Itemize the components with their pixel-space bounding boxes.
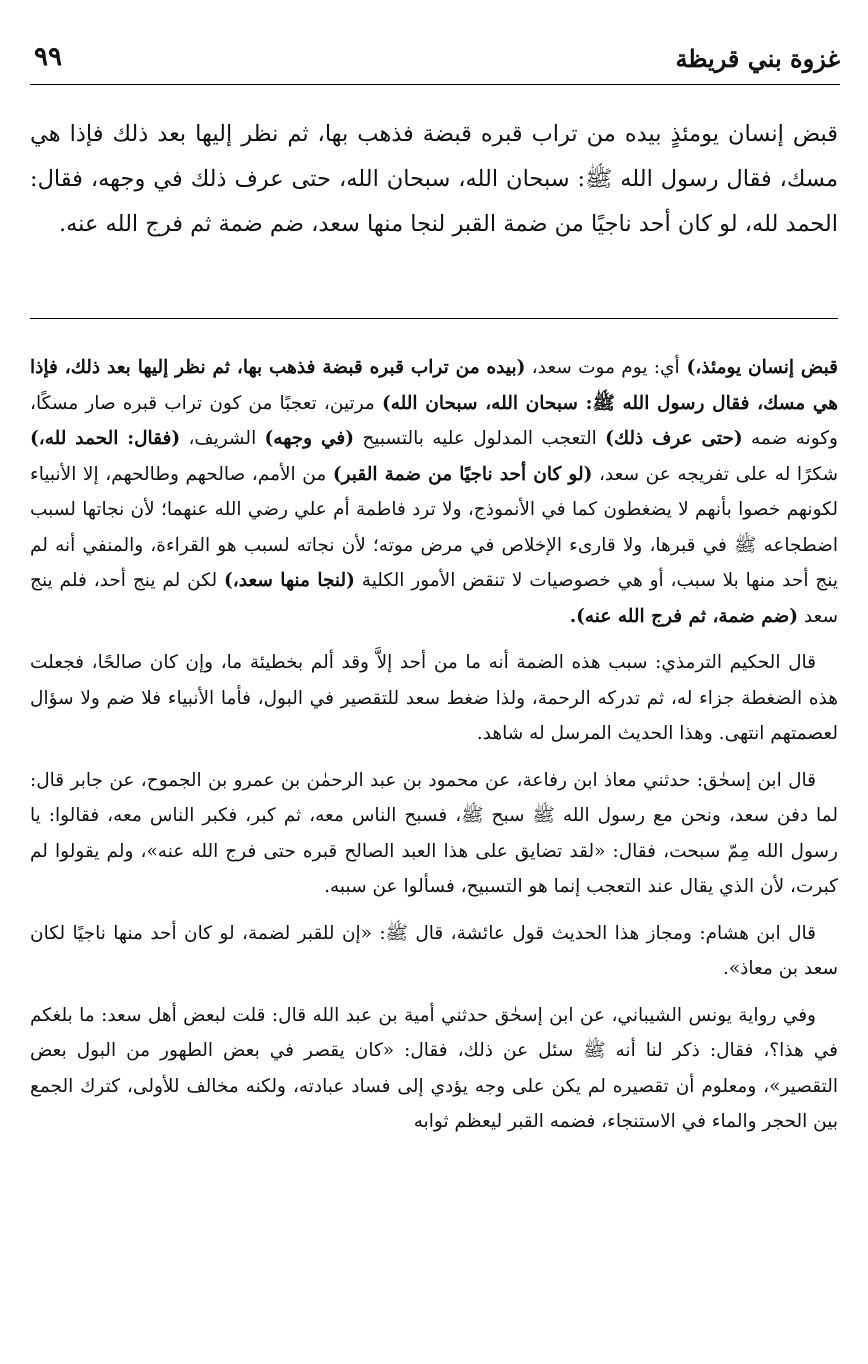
main-text: قبض إنسان يومئذٍ بيده من تراب قبره قبضة فذهب بها، ثم نظر إليها بعد ذلك فإذا هي مسك، فقال رسول الله ﷺ: سبحان الله، سبحان الله، حتى عرف ذلك في وجهه، فقال: الحمد لله، لو كان أحد ناجيًا من ضمة القبر لنجا منها سعد، ضم ضمة ثم فرج الله عنه. <box>30 121 838 237</box>
commentary-p1-segment: الشريف، <box>180 428 265 449</box>
footnote-divider <box>30 318 838 319</box>
commentary-p1-segment: (ضم ضمة، ثم فرج الله عنه). <box>569 605 798 627</box>
commentary-p1-segment: (بيده من تراب قبره قبضة فذهب بها، ثم نظر إليها بعد ذلك، فإذا هي مسك، فقال رسول الله ﷺ: سبحان الله، سبحان الله) <box>30 357 838 414</box>
commentary-paragraph-4: قال ابن هشام: ومجاز هذا الحديث قول عائشة، قال ﷺ: «إن للقبر لضمة، لو كان أحد منها ناجيًا لكان سعد بن معاذ». <box>30 922 838 979</box>
commentary-p1-segment: شكرًا له على تفريجه عن سعد، <box>592 463 838 485</box>
commentary-p1-segment: من الأمم، صالحهم وطالحهم، إلا الأنبياء لكونهم خصوا بأنهم لا يضغطون كما في الأنموذج، ولا ترد فاطمة أم علي رضي الله عنهما؛ لأن نجاتها لسبب اضطجاعه ﷺ في قبرها، ولا قارىء الإخلاص في مرض موته؛ لأن نجاته لسبب هو القراءة، والمنفي أنه لم ينج أحد منها بلا سبب، أو هي خصوصيات لا تنقض الأمور الكلية <box>30 463 838 591</box>
commentary-p1-segment: مرتين، تعجبًا من كون تراب قبره صار مسكًا، وكونه ضمه <box>30 392 838 449</box>
commentary-paragraph-3: قال ابن إسحٰق: حدثني معاذ ابن رفاعة، عن محمود بن عبد الرحمٰن بن عمرو بن الجموح، عن جابر قال: لما دفن سعد، ونحن مع رسول الله ﷺ سبح ﷺ، فسبح الناس معه، ثم كبر، فكبر الناس معه، فقالوا: يا رسول الله مِمّ سبحت، فقال: «لقد تضايق على هذا العبد الصالح قبره حتى فرج الله عنه»، ولم يقولوا لم كبرت، لأن الذي يقال عند التعجب إنما هو التسبيح، فسألوا عن سببه. <box>30 769 839 897</box>
commentary-p1-segment: (فقال: الحمد لله،) <box>30 428 181 449</box>
commentary-paragraph-2: قال الحكيم الترمذي: سبب هذه الضمة أنه ما من أحد إلاَّ وقد ألم بخطيئة ما، وإن كان صالحًا، فجعلت هذه الضغطة جزاء له، ثم تدركه الرحمة، ولذا ضغط سعد للتقصير في البول، فأما الأنبياء فلا ضم ولا سؤال لعصمتهم انتهى. وهذا الحديث المرسل له شاهد. <box>30 652 838 744</box>
commentary-p1-segment: (لو كان أحد ناجيًا من ضمة القبر) <box>332 463 593 485</box>
commentary-paragraph-1 <box>30 350 838 634</box>
page-number: ٩٩ <box>34 42 62 72</box>
commentary-p1-segment: قبض إنسان يومئذ،) <box>679 357 839 378</box>
running-title: غزوة بني قريظة <box>675 44 840 73</box>
commentary <box>30 350 838 1140</box>
commentary-p1-segment: (حتى عرف ذلك) <box>605 428 743 449</box>
page-header <box>30 40 840 85</box>
commentary-p1-segment: أي: يوم موت سعد، <box>525 357 680 378</box>
commentary-p1-segment: (لنجا منها سعد،) <box>223 570 355 591</box>
commentary-p1-segment: لكن لم ينج أحد، فلم ينج سعد <box>30 570 838 627</box>
commentary-p1-segment: (في وجهه) <box>264 428 354 449</box>
commentary-p1-segment: التعجب المدلول عليه بالتسبيح <box>354 428 606 449</box>
commentary-paragraph-5: وفي رواية يونس الشيباني، عن ابن إسحٰق حدثني أمية بن عبد الله قال: قلت لبعض أهل سعد: ما بلغكم في هذا؟، فقال: ذكر لنا أنه ﷺ سئل عن ذلك، فقال: «كان يقصر في بعض الطهور من البول بعض التقصير»، ومعلوم أن تقصيره لم يكن على وجه يؤدي إلى فساد عبادته، ولكنه مخالف للأولى، كترك الجمع بين الحجر والماء في الاستنجاء، فضمه القبر ليعظم ثوابه <box>30 1004 838 1132</box>
